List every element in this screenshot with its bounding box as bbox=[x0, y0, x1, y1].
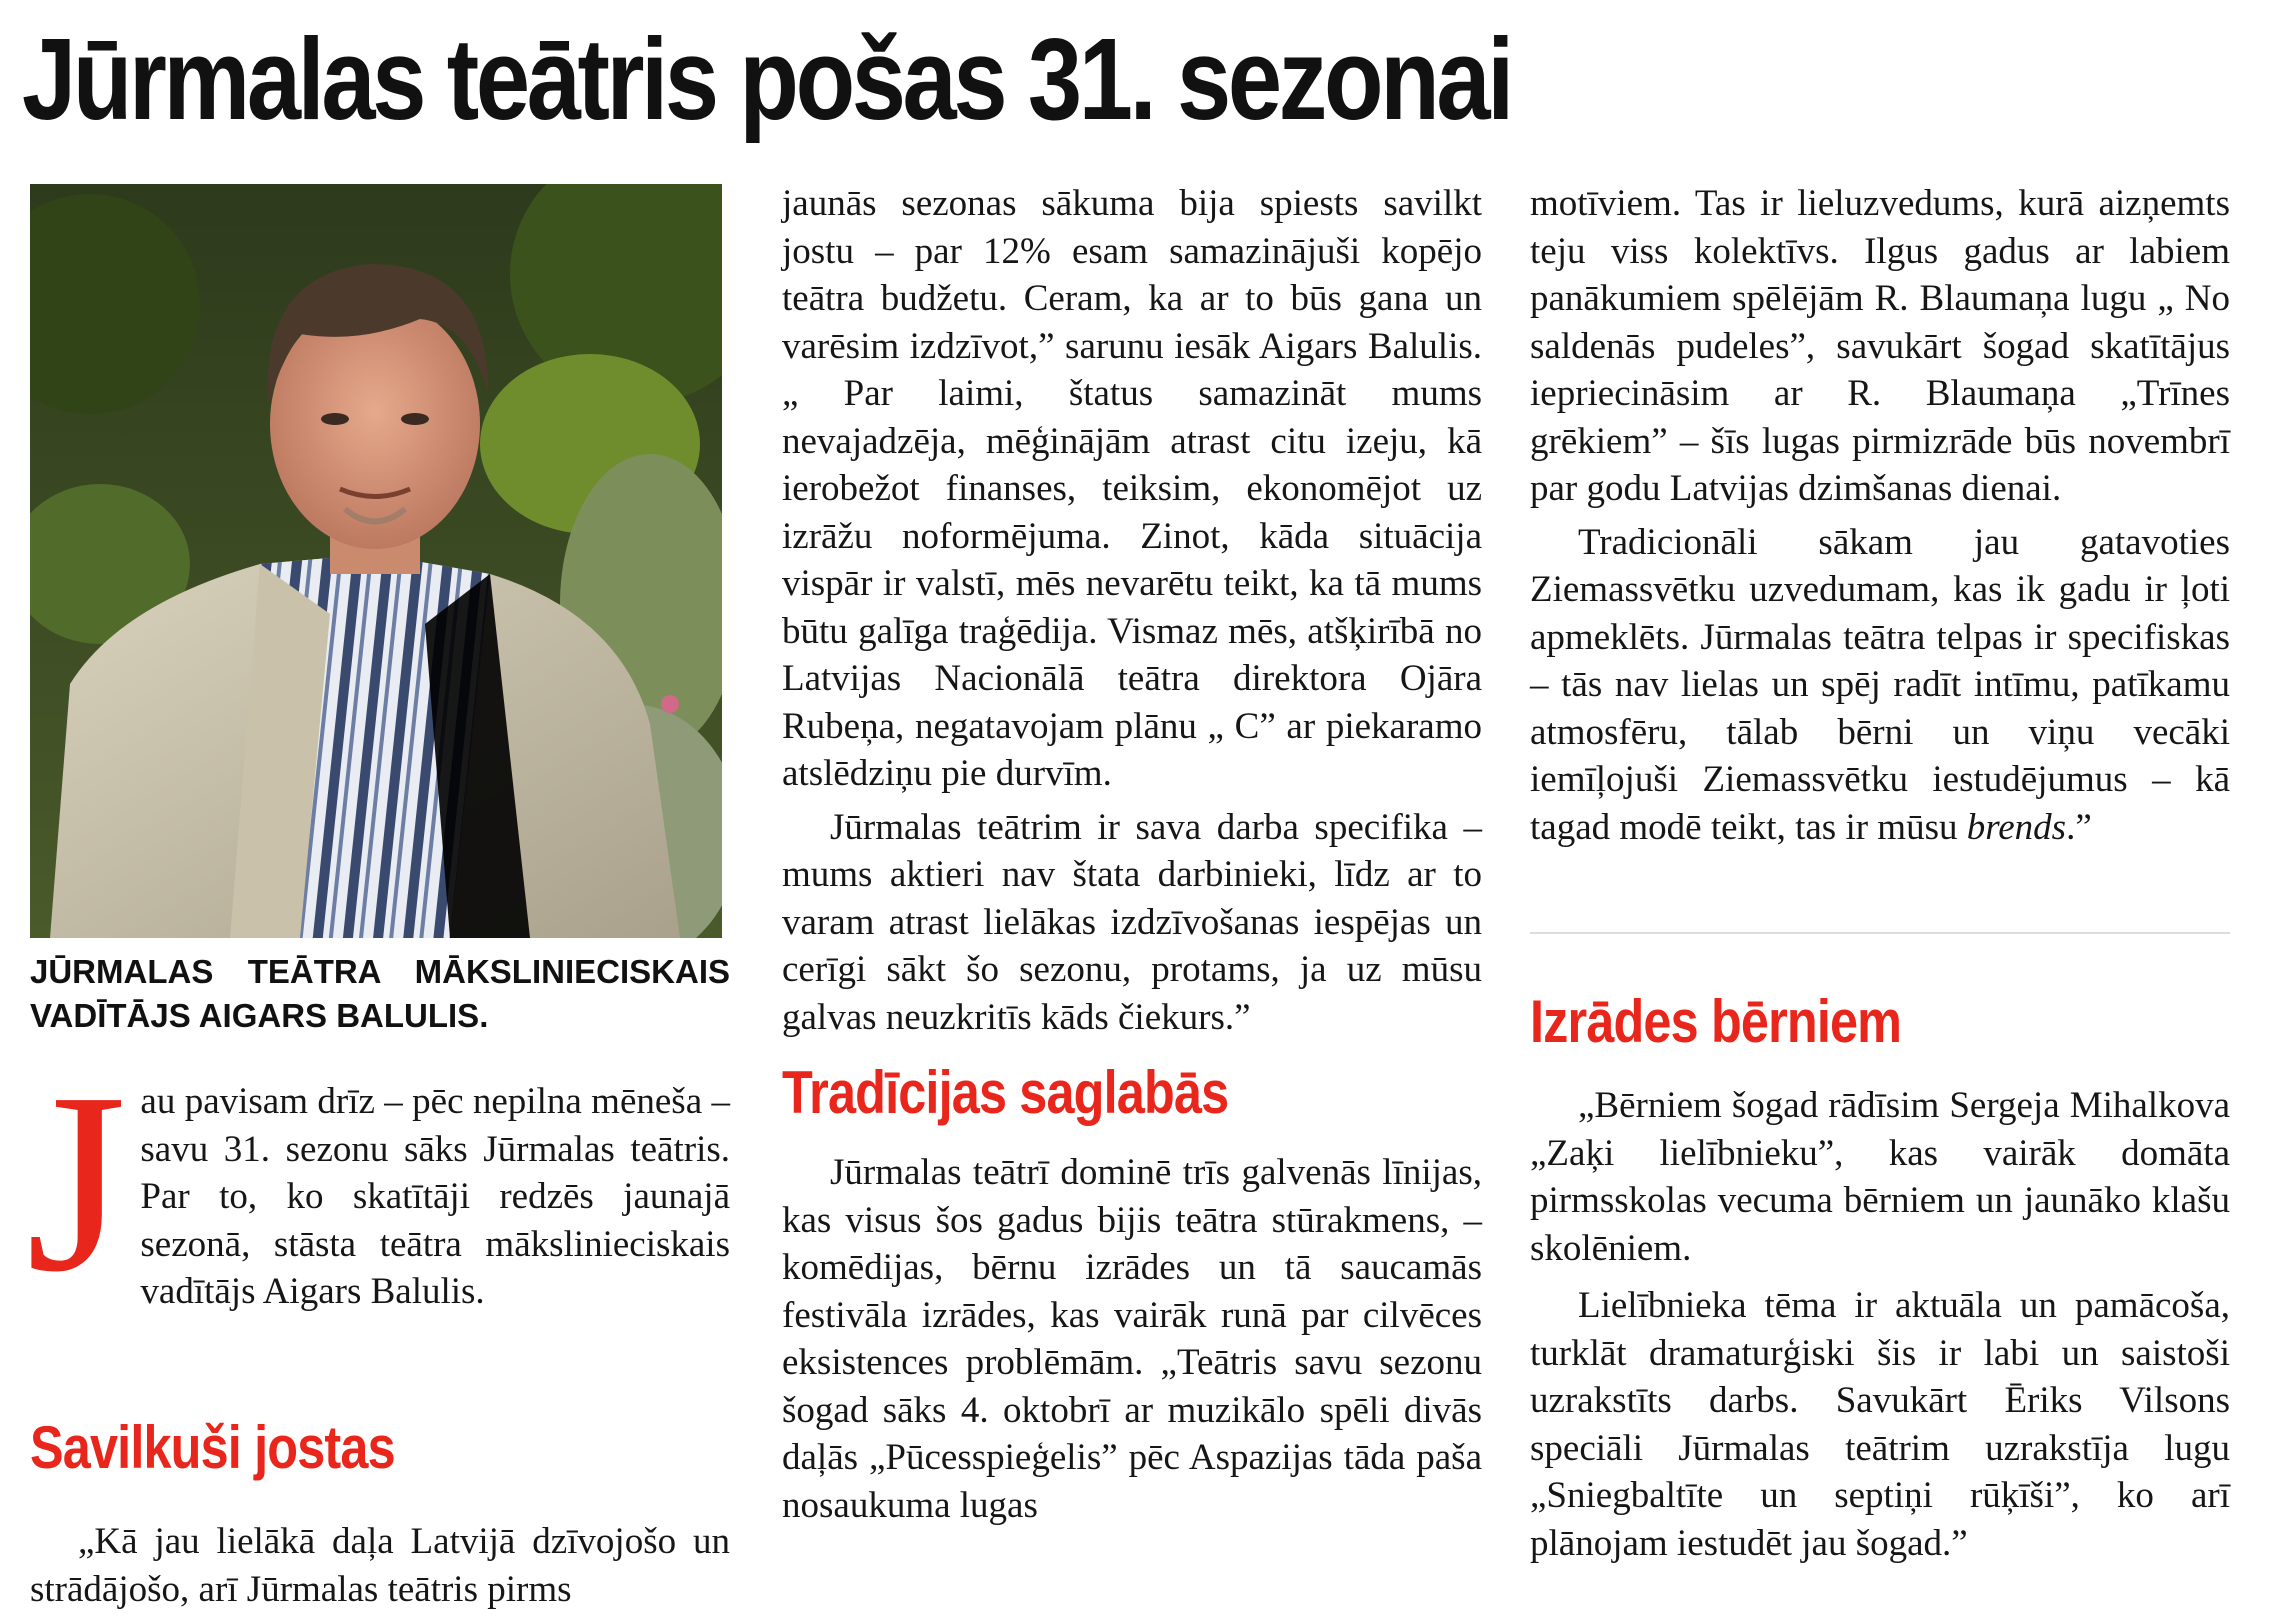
intro-block bbox=[26, 1039, 730, 1325]
portrait-illustration bbox=[30, 184, 722, 938]
paragraph-text: .” bbox=[2066, 806, 2092, 848]
headline: Jūrmalas teātris pošas 31. sezonai bbox=[22, 14, 1511, 144]
section-heading: Izrādes bērniem bbox=[1530, 988, 1902, 1055]
column-1 bbox=[30, 950, 730, 1038]
paragraph bbox=[1530, 519, 2230, 852]
column-3 bbox=[1530, 180, 2230, 851]
section-heading: Tradīcijas saglabās bbox=[782, 1059, 1229, 1126]
paragraph-text: Tradicionāli sākam jau gatavoties Ziemassvētku uzvedumam, kas ik gadu ir ļoti apmeklēts. Jūrmalas teātra telpas ir specifiskas – tās nav lielas un spēj radīt intīmu, patīkamu atmosfēru, tālab bērni un viņu vecāki iemīļojuši Ziemassvētku iestudējumus – kā tagad modē teikt, tas ir mūsu bbox=[1530, 521, 2230, 848]
photo-caption: JŪRMALAS TEĀTRA MĀKSLINIECISKAIS VADĪTĀJS AIGARS BALULIS. bbox=[30, 953, 730, 1034]
paragraph: motīviem. Tas ir lieluzvedums, kurā aizņemts teju viss kolektīvs. Ilgus gadus ar labiem panākumiem spēlējām R. Blaumaņa lugu „ No saldenās pudeles”, savukārt šogad skatītājus iepriecināsim ar R. Blaumaņa „Trīnes grēkiem” – šīs lugas pirmizrāde būs novembrī par godu Latvijas dzimšanas dienai. bbox=[1530, 183, 2230, 509]
paragraph: jaunās sezonas sākuma bija spiests savilkt jostu – par 12% esam samazinājuši kopējo teātra budžetu. Ceram, ka ar to būs gana un varēsim izdzīvot,” sarunu iesāk Aigars Balulis. „ Par laimi, štatus samazināt mums nevajadzēja, mēģinājām atrast citu izeju, kā ierobežot finanses, teiksim, ekonomējot uz izrāžu noformējuma. Zinot, kāda situācija vispār ir valstī, mēs nevarētu teikt, ka tā mums būtu galīga traģēdija. Vismaz mēs, atšķirībā no Latvijas Nacionālā teātra direktora Ojāra Rubeņa, negatavojam plānu „ C” ar piekaramo atslēdziņu pie durvīm. bbox=[782, 183, 1482, 794]
divider bbox=[1530, 932, 2230, 934]
paragraph: Jūrmalas teātrim ir sava darba specifika – mums aktieri nav štata darbinieki, līdz ar to varam atrast lielākas izdzīvošanas iespējas un cerīgi sākt šo sezonu, protams, ja uz mūsu galvas neuzkritīs kāds čiekurs.” bbox=[782, 806, 1482, 1038]
column-2 bbox=[782, 180, 1482, 1529]
section-izrades bbox=[1530, 988, 2230, 1567]
paragraph: „Bērniem šogad rādīsim Sergeja Mihalkova „Zaķi lielībnieku”, kas vairāk domāta pirmsskolas vecuma bērniem un jaunāko klašu skolēniem. bbox=[1530, 1085, 2230, 1269]
drop-cap: J bbox=[26, 1039, 127, 1325]
paragraph: Lielībnieka tēma ir aktuāla un pamācoša, turklāt dramaturģiski šis ir labi un saistoši uzrakstīts darbs. Savukārt Ēriks Vilsons speciāli Jūrmalas teātrim uzrakstīja lugu „Sniegbaltīte un septiņi rūķīši”, ko arī plānojam iestudēt jau šogad.” bbox=[1530, 1285, 2230, 1564]
section-savilkusi bbox=[30, 1414, 730, 1613]
paragraph: „Kā jau lielākā daļa Latvijā dzīvojošo un strādājošo, arī Jūrmalas teātris pirms bbox=[30, 1521, 730, 1610]
portrait-photo bbox=[30, 184, 722, 938]
intro-paragraph: au pavisam drīz – pēc nepilna mēneša – savu 31. sezonu sāks Jūrmalas teātris. Par to, ko skatītāji redzēs jaunajā sezonā, stāsta teātra mākslinieciskais vadītājs Aigars Balulis. bbox=[140, 1081, 730, 1312]
emphasis: brends bbox=[1966, 806, 2067, 848]
section-heading: Savilkuši jostas bbox=[30, 1414, 395, 1481]
paragraph: Jūrmalas teātrī dominē trīs galvenās līnijas, kas visus šos gadus bijis teātra stūrakmens, – komēdijas, bērnu izrādes un tā saucamās festivāla izrādes, kas vairāk runā par cilvēces eksistences problēmām. „Teātris savu sezonu šogad sāks 4. oktobrī ar muzikālo spēli divās daļās „Pūcesspieģelis” pēc Aspazijas tāda paša nosaukuma lugas bbox=[782, 1152, 1482, 1526]
